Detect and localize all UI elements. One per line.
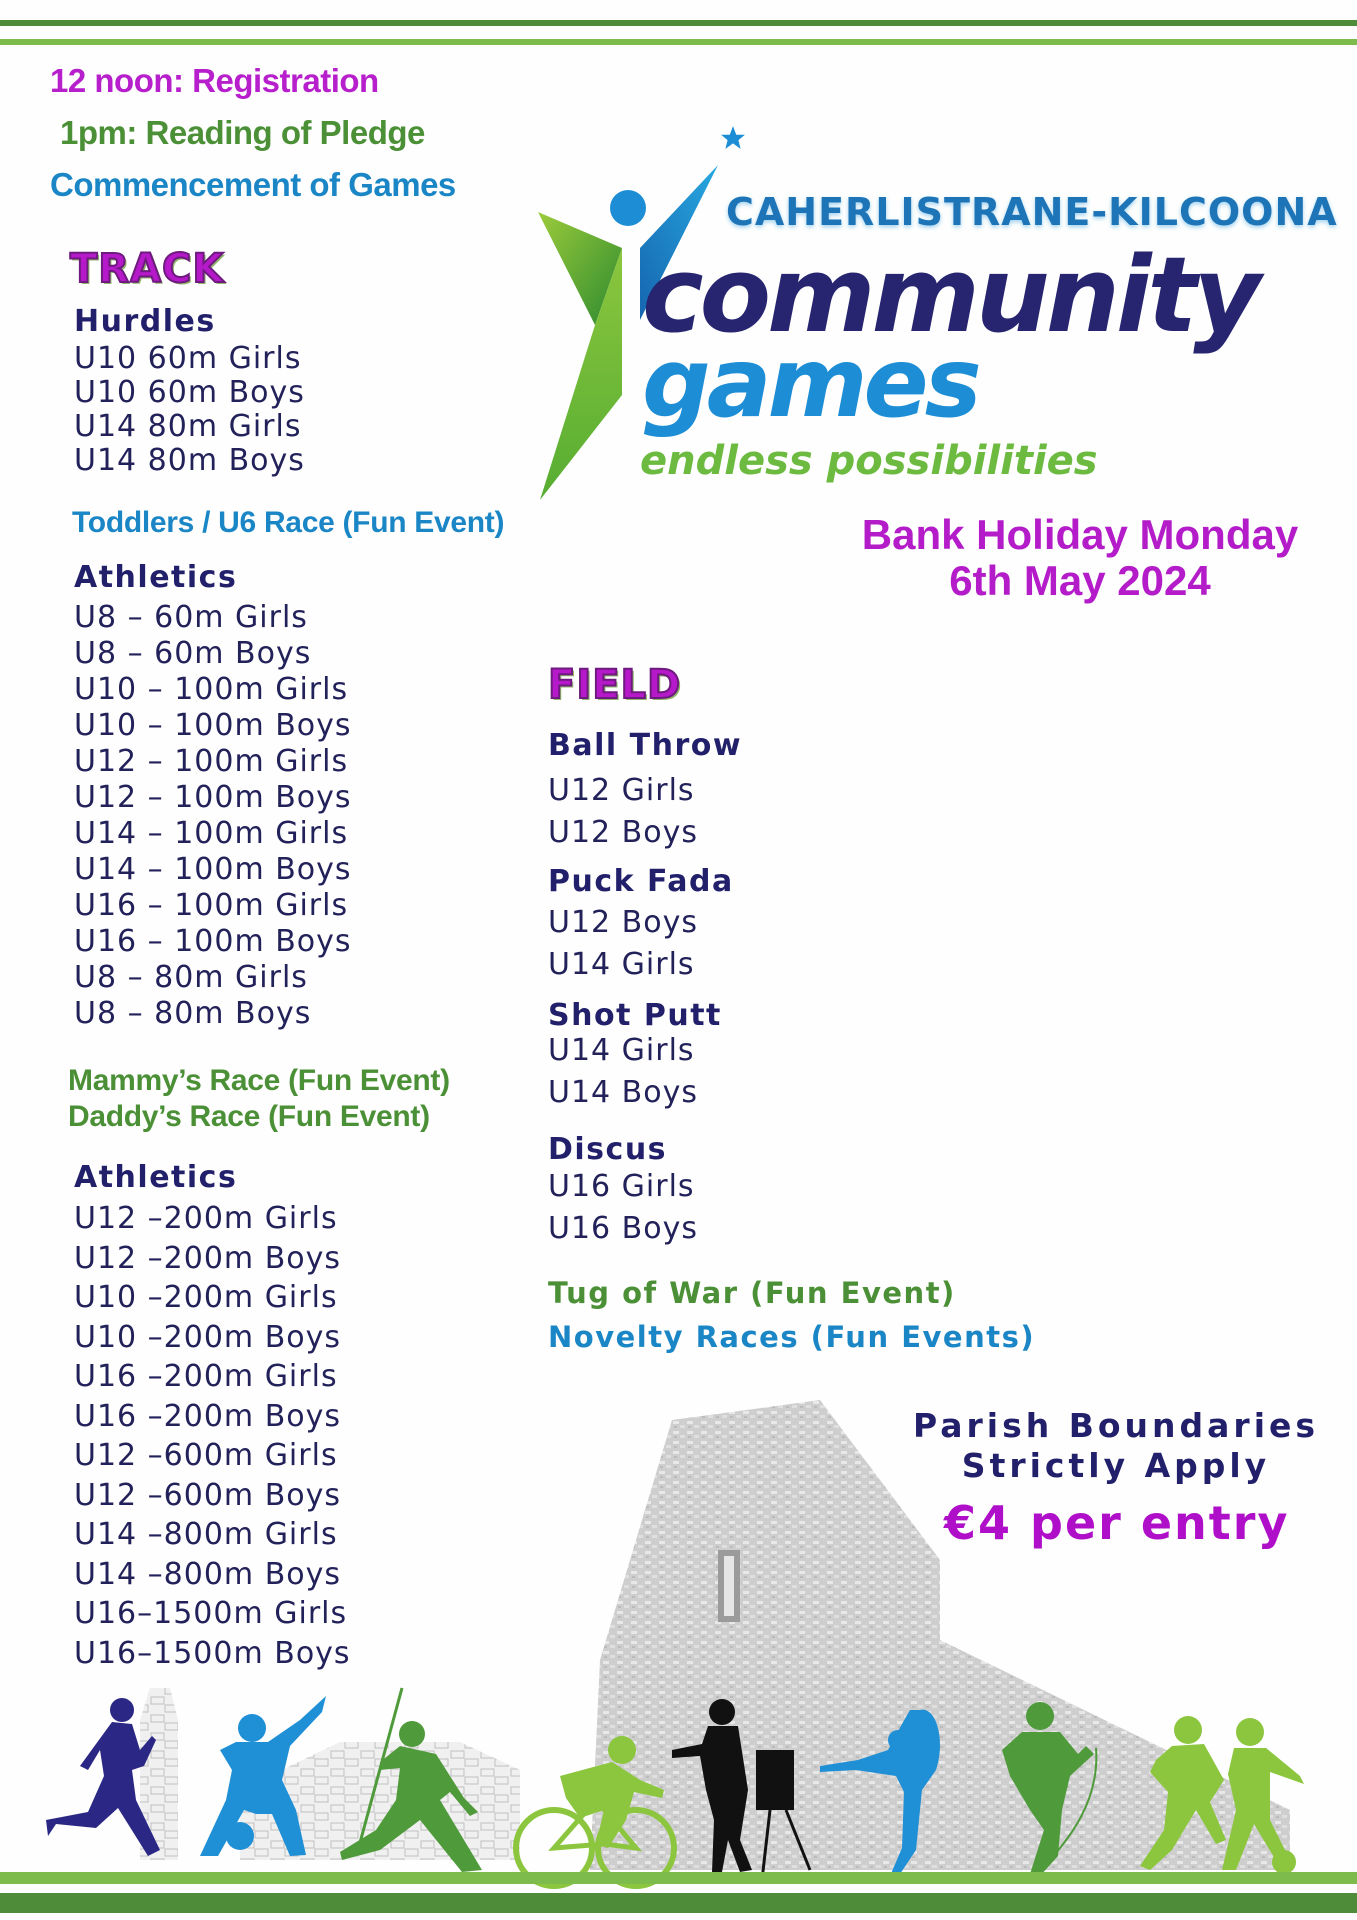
logo-tagline: endless possibilities bbox=[640, 438, 1098, 484]
track-section-title: TRACK bbox=[70, 246, 225, 292]
tug-of-war-fun-event: Tug of War (Fun Event) bbox=[548, 1276, 956, 1310]
toddlers-fun-event: Toddlers / U6 Race (Fun Event) bbox=[72, 506, 505, 539]
event-date bbox=[830, 512, 1330, 604]
painter-easel-silhouette bbox=[672, 1699, 810, 1880]
event-item: U10 –200m Girls bbox=[74, 1280, 338, 1315]
shot-putt-heading: Shot Putt bbox=[548, 998, 722, 1033]
footballers-silhouette bbox=[1140, 1716, 1304, 1874]
event-item: U8 – 80m Girls bbox=[74, 960, 308, 995]
sports-silhouettes bbox=[0, 1680, 1357, 1920]
hurdles-heading: Hurdles bbox=[74, 304, 216, 339]
top-border-dark bbox=[0, 20, 1357, 26]
singer-microphone-silhouette bbox=[1002, 1702, 1096, 1876]
top-border-light bbox=[0, 39, 1357, 45]
puck-fada-event-list bbox=[548, 902, 698, 986]
athletics-heading-1: Athletics bbox=[74, 560, 238, 595]
event-item: U12 Girls bbox=[548, 773, 695, 808]
daddys-race-fun-event: Daddy’s Race (Fun Event) bbox=[68, 1100, 430, 1133]
event-item: U10 –200m Boys bbox=[74, 1319, 342, 1355]
event-item: U16–1500m Girls bbox=[74, 1596, 348, 1631]
event-item: U12 – 100m Girls bbox=[74, 744, 349, 779]
novelty-races-fun-event: Novelty Races (Fun Events) bbox=[548, 1320, 1036, 1354]
javelin-thrower-silhouette bbox=[340, 1688, 482, 1872]
event-item: U14 Girls bbox=[548, 1033, 695, 1068]
star-icon bbox=[720, 125, 746, 151]
event-item: U12 Boys bbox=[548, 905, 698, 940]
event-item: U12 –600m Girls bbox=[74, 1438, 338, 1473]
runner-silhouette bbox=[46, 1698, 160, 1856]
event-item: U8 – 60m Girls bbox=[74, 600, 308, 635]
schedule-pledge: 1pm: Reading of Pledge bbox=[60, 114, 425, 151]
event-item: U12 Boys bbox=[548, 815, 698, 850]
dancer-silhouette bbox=[820, 1710, 940, 1876]
kettlebell-lifter-silhouette bbox=[200, 1696, 326, 1856]
bottom-border-dark bbox=[0, 1893, 1357, 1913]
event-item: U16 Girls bbox=[548, 1169, 695, 1204]
event-item: U16 –200m Boys bbox=[74, 1398, 342, 1434]
parish-boundaries-line2: Strictly Apply bbox=[961, 1446, 1271, 1485]
event-item: U14 80m Girls bbox=[74, 409, 302, 444]
discus-heading: Discus bbox=[548, 1132, 668, 1167]
event-date-day: Bank Holiday Monday bbox=[861, 511, 1299, 558]
event-item: U12 –200m Boys bbox=[74, 1240, 342, 1276]
event-item: U14 80m Boys bbox=[74, 443, 305, 478]
parish-boundaries-line1: Parish Boundaries bbox=[912, 1406, 1320, 1445]
cyclist-silhouette bbox=[516, 1736, 674, 1886]
ball-throw-event-list bbox=[548, 770, 698, 854]
event-item: U16 – 100m Boys bbox=[74, 924, 352, 959]
ball-throw-heading: Ball Throw bbox=[548, 728, 743, 763]
event-item: U16 –200m Girls bbox=[74, 1359, 338, 1394]
shot-putt-event-list bbox=[548, 1030, 698, 1114]
puck-fada-heading: Puck Fada bbox=[548, 864, 734, 899]
event-item: U14 Boys bbox=[548, 1075, 698, 1110]
athletics-event-list-1 bbox=[74, 600, 352, 1032]
event-item: U14 – 100m Girls bbox=[74, 816, 349, 851]
event-item: U14 –800m Boys bbox=[74, 1556, 342, 1592]
parish-boundaries-notice bbox=[896, 1406, 1336, 1486]
event-item: U10 60m Boys bbox=[74, 375, 305, 410]
mammys-race-fun-event: Mammy’s Race (Fun Event) bbox=[68, 1064, 450, 1097]
bottom-border-light bbox=[0, 1872, 1357, 1884]
event-item: U16 Boys bbox=[548, 1211, 698, 1246]
logo-parish-name: CAHERLISTRANE-KILCOONA bbox=[726, 190, 1338, 234]
event-date-date: 6th May 2024 bbox=[949, 557, 1211, 604]
event-item: U10 – 100m Boys bbox=[74, 708, 352, 743]
event-item: U12 –200m Girls bbox=[74, 1201, 338, 1236]
event-item: U12 – 100m Boys bbox=[74, 780, 352, 815]
logo-games: games bbox=[642, 327, 978, 439]
event-item: U10 – 100m Girls bbox=[74, 672, 349, 707]
event-item: U14 –800m Girls bbox=[74, 1517, 338, 1552]
community-games-logo bbox=[530, 120, 1350, 500]
event-item: U14 Girls bbox=[548, 947, 695, 982]
event-item: U10 60m Girls bbox=[74, 341, 302, 376]
event-item: U8 – 80m Boys bbox=[74, 996, 312, 1031]
event-item: U12 –600m Boys bbox=[74, 1477, 342, 1513]
schedule-commencement: Commencement of Games bbox=[50, 166, 456, 203]
event-item: U14 – 100m Boys bbox=[74, 852, 352, 887]
entry-price: €4 per entry bbox=[944, 1496, 1290, 1550]
logo-community: community bbox=[642, 234, 1258, 356]
schedule-registration: 12 noon: Registration bbox=[50, 62, 379, 99]
discus-event-list bbox=[548, 1166, 698, 1250]
event-item: U16 – 100m Girls bbox=[74, 888, 349, 923]
event-item: U8 – 60m Boys bbox=[74, 636, 312, 671]
athletics-heading-2: Athletics bbox=[74, 1160, 238, 1195]
field-section-title: FIELD bbox=[548, 662, 682, 708]
event-item: U16–1500m Boys bbox=[74, 1635, 351, 1671]
hurdles-event-list bbox=[74, 342, 305, 478]
